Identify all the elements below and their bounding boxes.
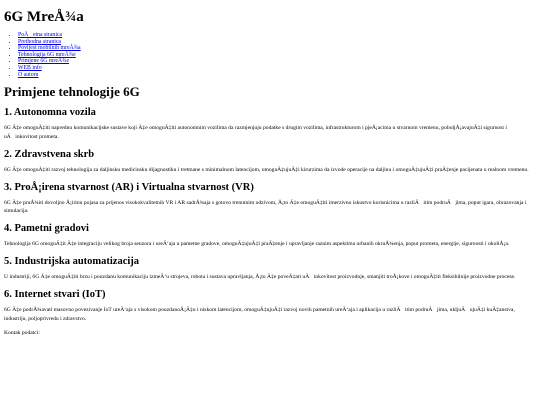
nav-item <box>18 58 536 65</box>
nav-item <box>18 32 536 39</box>
nav-item <box>18 72 536 79</box>
nav-link-history[interactable]: Povijest mobilnih mreÅ¾a <box>18 45 81 52</box>
nav-link-applications[interactable]: Primjene 6G mreÅ¾e <box>18 58 70 65</box>
section-text-healthcare: 6G Ä‡e omoguÄ‡iti razvoj tehnologija za daljinsku medicinsku dijagnostiku i tretmane s minimalnom latencijom, omoguÄ‡ujuÄ‡i kirurzima da izvode operacije na daljinu i omoguÄ‡ujuÄ‡i praÄ‡enje pacijenata u realnom vremenu. <box>4 166 529 173</box>
site-title: 6G MreÅ¾a <box>4 9 84 25</box>
section-text-iot: 6G Ä‡e podrÅ¾avati masovno povezivanje IoT ureÄ‘aja s visokom pouzdanoÅ¡Ä‡u i niskom latencijom, omoguÄ‡ujuÄ‡i razvoj novih pametnih ureÄ‘aja i aplikacija u razliÄitim podruÄjima, ukljuÄujuÄ‡i kuÄ‡anstva, industriju, poljoprivredu i zdravstvo. <box>4 306 515 322</box>
nav-item <box>18 65 536 72</box>
nav-list <box>4 32 536 78</box>
contact-label: Kontak podatci: <box>4 330 40 337</box>
nav-item <box>18 45 536 52</box>
section-text-ar-vr: 6G Ä‡e pruÅ¾iti dovoljno Å¡irinu pojasa za prijenos visokokvalitetnih VR i AR sadrÅ¾aja s gotovo trenutnim odzivom, Å¡to Ä‡e omoguÄ‡iti imerzivno iskustvo korisnicima u razliÄitim podruÄjima, poput igara, obrazovanja i simulacija. <box>4 199 527 215</box>
section-title-autonomous-vehicles: 1. Autonomna vozila <box>4 107 96 119</box>
nav-link-about[interactable]: O autoru <box>18 71 39 78</box>
nav-link-home[interactable]: PoÄetna stranica <box>18 32 63 38</box>
nav-link-technology[interactable]: Tehnologija 6G mreÅ¾e <box>18 51 76 58</box>
section-title-industrial-automation: 5. Industrijska automatizacija <box>4 255 140 267</box>
section-text-smart-cities: Tehnologija 6G omoguÄ‡it Ä‡e integraciju velikog broja senzora i ureÄ‘aja u pametne gradove, omoguÄ‡ujuÄ‡i praÄ‡enje i upravljanje raznim aspektima urbanih okruÅ¾enja, poput prometa, energije, sigurnosti i okoliÅ¡a. <box>4 241 510 248</box>
section-title-iot: 6. Internet stvari (IoT) <box>4 288 106 300</box>
section-title-ar-vr: 3. ProÅ¡irena stvarnost (AR) i Virtualna stvarnost (VR) <box>4 181 254 193</box>
page-heading: Primjene tehnologije 6G <box>4 84 140 100</box>
nav-link-web-info[interactable]: WEB info <box>18 64 42 71</box>
section-text-industrial-automation: U industriji, 6G Ä‡e omoguÄ‡iti brzu i pouzdanu komunikaciju izmeÄ‘u strojeva, robota i sustava upravljanja, Å¡to Ä‡e poveÄ‡ati uÄinkovitost proizvodnje, smanjiti troÅ¡kove i omoguÄ‡iti fleksibilnije proizvodne procese. <box>4 273 516 280</box>
section-title-healthcare: 2. Zdravstvena skrb <box>4 148 95 160</box>
nav-link-previous[interactable]: Prethodna stranica <box>18 38 61 45</box>
section-text-autonomous-vehicles: 6G Ä‡e omoguÄ‡iti naprednu komunikacijske sustave koji Ä‡e omoguÄ‡iti autonomnim vozilima da razmjenjuju podatke s drugim vozilima, infrastrukturom i pjeÅ¡acima u stvarnom vremenu, poboljÅ¡avajuÄ‡i sigurnost i uÄinkovitost prometa. <box>4 125 507 140</box>
nav-item <box>18 52 536 59</box>
nav-item <box>18 39 536 46</box>
section-title-smart-cities: 4. Pametni gradovi <box>4 223 89 235</box>
